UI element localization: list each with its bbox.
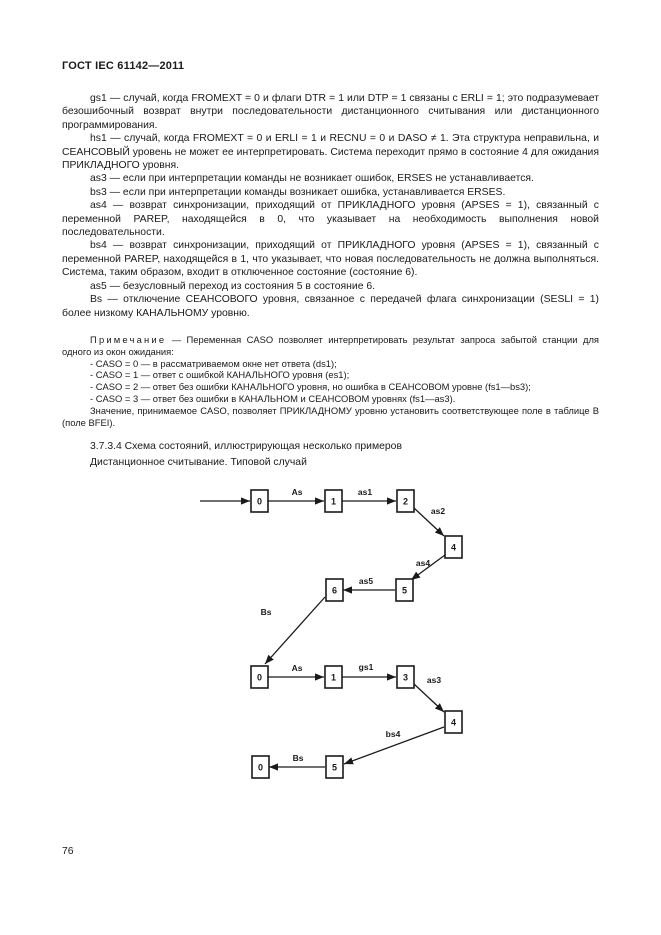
edge-label-As: As bbox=[291, 487, 303, 497]
edge-bs-1 bbox=[265, 597, 325, 664]
paragraph-as5: as5 — безусловный переход из состояния 5 в состояние 6. bbox=[90, 280, 376, 292]
edge-label-gs1: gs1 bbox=[358, 662, 374, 672]
edge-label-Bs: Bs bbox=[292, 753, 304, 763]
edge-label-as1: as1 bbox=[357, 487, 373, 497]
note-text: — Переменная CASO позволяет интерпретировать результат запроса забытой станции для одного из окон ожидания: bbox=[62, 334, 599, 357]
document-header: ГОСТ IEC 61142—2011 bbox=[62, 60, 185, 72]
note-closing: Значение, принимаемое CASO, позволяет ПРИКЛАДНОМУ уровню установить соответствующее поле в таблице B (поле BFEI). bbox=[62, 404, 599, 428]
state-label: 3 bbox=[402, 672, 409, 683]
state-label: 5 bbox=[401, 585, 408, 596]
state-label: 0 bbox=[256, 672, 263, 683]
state-label: 5 bbox=[331, 762, 338, 773]
note-item: - CASO = 2 — ответ без ошибки КАНАЛЬНОГО уровня, но ошибка в СЕАНСОВОМ уровне (fs1—bs3); bbox=[90, 381, 531, 393]
edge-label-Bs: Bs bbox=[260, 607, 272, 617]
edge-label-as5: as5 bbox=[358, 576, 374, 586]
diagram-nodes bbox=[251, 490, 462, 778]
state-label: 6 bbox=[331, 585, 338, 596]
paragraph-bs: Bs — отключение СЕАНСОВОГО уровня, связанное с передачей флага синхронизации (SESLI = 1) более низкому КАНАЛЬНОМУ уровню. bbox=[62, 294, 599, 319]
section-subtitle: Дистанционное считывание. Типовой случай bbox=[90, 457, 307, 468]
state-label: 1 bbox=[330, 496, 337, 507]
edge-label-bs4: bs4 bbox=[385, 729, 401, 739]
node-labels bbox=[257, 497, 456, 773]
state-label: 2 bbox=[402, 496, 409, 507]
note-item: - CASO = 1 — ответ с ошибкой КАНАЛЬНОГО уровня (es1); bbox=[90, 369, 350, 381]
edge-label-as2: as2 bbox=[430, 506, 446, 516]
note-item: - CASO = 0 — в рассматриваемом окне нет ответа (ds1); bbox=[90, 357, 337, 369]
diagram-edges bbox=[200, 501, 445, 767]
paragraph-bs3: bs3 — если при интерпретации команды возникает ошибка, устанавливается ERSES. bbox=[90, 186, 506, 198]
edge-as3 bbox=[414, 684, 444, 712]
state-label: 4 bbox=[450, 717, 457, 728]
note-label: Примечание bbox=[90, 334, 167, 345]
paragraph-bs4: bs4 — возврат синхронизации, приходящий от ПРИКЛАДНОГО уровня (APSES = 1), связанный с переменной PAREP, находящейся в 1, что указывает, что новая последовательность не должна выполняться. Система, таким образом, входит в отключенное состояние (состояние 6). bbox=[62, 240, 599, 279]
section-title: 3.7.3.4 Схема состояний, иллюстрирующая несколько примеров bbox=[90, 441, 402, 452]
state-label: 4 bbox=[450, 542, 457, 553]
edge-label-as3: as3 bbox=[426, 675, 442, 685]
state-label: 0 bbox=[257, 762, 264, 773]
paragraph-hs1: hs1 — случай, когда FROMEXT = 0 и ERLI = 1 и RECNU = 0 и DASO ≠ 1. Эта структура неправильна, и СЕАНСОВЫЙ уровень не может ее интерпретировать. Система переходит прямо в состояние 4 для ожидания ПРИКЛАДНОГО уровня. bbox=[62, 133, 599, 172]
paragraph-as3: as3 — если при интерпретации команды не возникает ошибок, ERSES не устанавливается. bbox=[90, 173, 534, 185]
state-label: 1 bbox=[330, 672, 337, 683]
paragraph-as4: as4 — возврат синхронизации, приходящий от ПРИКЛАДНОГО уровня (APSES = 1), связанный с переменной PAREP, находящейся в 0, что указывает на необходимость выполнения новой последовательности. bbox=[62, 200, 599, 239]
paragraph-gs1: gs1 — случай, когда FROMEXT = 0 и флаги DTR = 1 или DTP = 1 связаны с ERLI = 1; это подразумевает безошибочный возврат внутри последовательности дистанционного считывания или дистанционного программирования. bbox=[62, 93, 599, 131]
note-item: - CASO = 3 — ответ без ошибки в КАНАЛЬНОМ и СЕАНСОВОМ уровнях (fs1—as3). bbox=[90, 392, 456, 404]
edge-label-As: As bbox=[291, 663, 303, 673]
page-number: 76 bbox=[62, 846, 74, 857]
edge-labels bbox=[261, 487, 446, 763]
edge-label-as4: as4 bbox=[415, 558, 431, 568]
state-label: 0 bbox=[256, 496, 263, 507]
